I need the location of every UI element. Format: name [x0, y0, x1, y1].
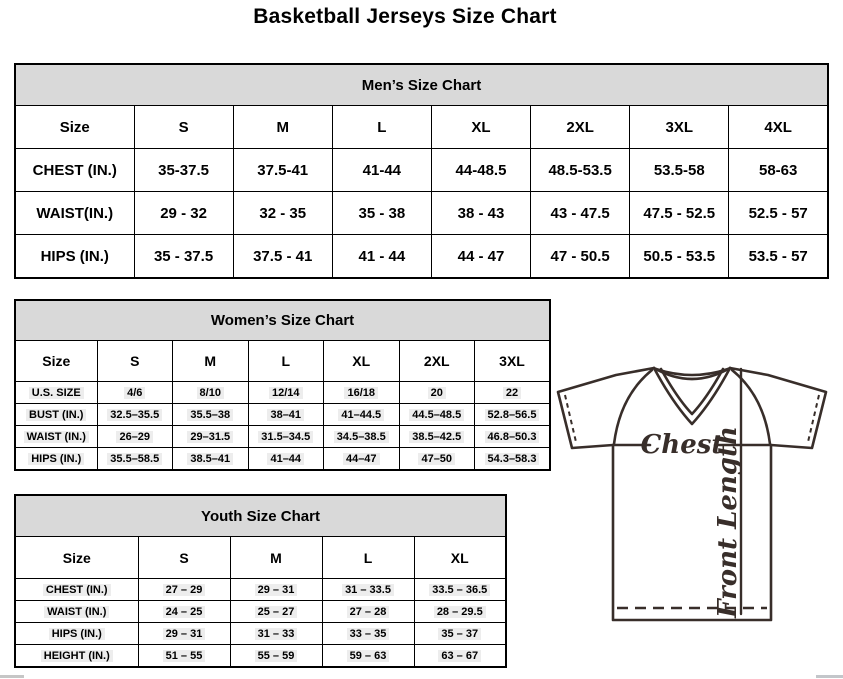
- size-value-cell: [322, 579, 414, 601]
- size-value-cell: [230, 579, 322, 601]
- column-header: 4XL: [729, 106, 828, 149]
- table-header-row: [15, 106, 828, 149]
- size-value-cell: 32 - 35: [233, 192, 332, 235]
- highlighted-text: 20: [428, 387, 446, 399]
- left-cuff-dashed-seam: [565, 395, 576, 442]
- table-title: Women’s Size Chart: [15, 300, 550, 341]
- size-value-cell: [414, 601, 506, 623]
- bottom-left-gray-bar: [0, 675, 24, 678]
- size-value-cell: [230, 645, 322, 668]
- size-value-cell: 35 - 38: [332, 192, 431, 235]
- highlighted-text: 24 – 25: [163, 606, 206, 618]
- row-label: [15, 623, 138, 645]
- table-row: [15, 448, 550, 471]
- size-value-cell: [248, 448, 324, 471]
- highlighted-text: 34.5–38.5: [334, 431, 389, 443]
- highlighted-text: 38.5–41: [187, 453, 233, 465]
- table-row: [15, 426, 550, 448]
- row-label: HIPS (IN.): [15, 235, 134, 279]
- table-row: [15, 235, 828, 279]
- mens-size-table: [14, 63, 829, 279]
- table-title-row: [15, 64, 828, 106]
- womens-size-table: [14, 299, 551, 471]
- table-row: [15, 623, 506, 645]
- column-header: M: [173, 341, 249, 382]
- highlighted-text: 33 – 35: [347, 628, 390, 640]
- size-value-cell: [138, 579, 230, 601]
- size-value-cell: [324, 382, 400, 404]
- highlighted-text: CHEST (IN.): [43, 584, 111, 596]
- column-header: 3XL: [475, 341, 551, 382]
- size-value-cell: 44 - 47: [431, 235, 530, 279]
- row-label: [15, 601, 138, 623]
- size-value-cell: 35 - 37.5: [134, 235, 233, 279]
- chest-label: Chest: [640, 430, 724, 460]
- page-title: Basketball Jerseys Size Chart: [253, 5, 557, 28]
- table-row: [15, 601, 506, 623]
- highlighted-text: 59 – 63: [347, 650, 390, 662]
- row-label: CHEST (IN.): [15, 149, 134, 192]
- highlighted-text: 29–31.5: [187, 431, 233, 443]
- column-header: 3XL: [630, 106, 729, 149]
- column-header: L: [332, 106, 431, 149]
- size-value-cell: [399, 426, 475, 448]
- table-row: [15, 149, 828, 192]
- column-header: 2XL: [399, 341, 475, 382]
- size-value-cell: [324, 448, 400, 471]
- row-label: [15, 426, 97, 448]
- highlighted-text: 52.8–56.5: [485, 409, 540, 421]
- highlighted-text: WAIST (IN.): [24, 431, 89, 443]
- youth-size-table: [14, 494, 507, 668]
- highlighted-text: 29 – 31: [163, 628, 206, 640]
- highlighted-text: HIPS (IN.): [28, 453, 84, 465]
- table-title-row: [15, 495, 506, 537]
- size-value-cell: 37.5 - 41: [233, 235, 332, 279]
- size-value-cell: 29 - 32: [134, 192, 233, 235]
- highlighted-text: U.S. SIZE: [29, 387, 84, 399]
- column-header: Size: [15, 341, 97, 382]
- column-header: L: [322, 537, 414, 579]
- size-value-cell: 43 - 47.5: [531, 192, 630, 235]
- size-value-cell: [322, 601, 414, 623]
- highlighted-text: 46.8–50.3: [485, 431, 540, 443]
- table-row: [15, 192, 828, 235]
- size-value-cell: [97, 382, 173, 404]
- size-value-cell: 44-48.5: [431, 149, 530, 192]
- highlighted-text: 28 – 29.5: [434, 606, 486, 618]
- highlighted-text: 54.3–58.3: [485, 453, 540, 465]
- size-value-cell: 35-37.5: [134, 149, 233, 192]
- size-value-cell: [138, 601, 230, 623]
- table-header-row: [15, 537, 506, 579]
- table-header-row: [15, 341, 550, 382]
- column-header: 2XL: [531, 106, 630, 149]
- size-value-cell: [414, 579, 506, 601]
- size-value-cell: [475, 426, 551, 448]
- column-header: XL: [431, 106, 530, 149]
- size-value-cell: [173, 426, 249, 448]
- size-value-cell: 53.5-58: [630, 149, 729, 192]
- column-header: M: [233, 106, 332, 149]
- highlighted-text: 41–44.5: [338, 409, 384, 421]
- highlighted-text: 12/14: [269, 387, 303, 399]
- column-header: M: [230, 537, 322, 579]
- size-value-cell: [97, 404, 173, 426]
- table-row: [15, 404, 550, 426]
- highlighted-text: 35 – 37: [438, 628, 481, 640]
- size-value-cell: 58-63: [729, 149, 828, 192]
- highlighted-text: 51 – 55: [163, 650, 206, 662]
- bottom-right-gray-bar: [816, 675, 843, 678]
- column-header: S: [134, 106, 233, 149]
- row-label: [15, 382, 97, 404]
- highlighted-text: 31.5–34.5: [258, 431, 313, 443]
- size-value-cell: 41 - 44: [332, 235, 431, 279]
- table-row: [15, 579, 506, 601]
- size-value-cell: [324, 404, 400, 426]
- highlighted-text: 41–44: [267, 453, 304, 465]
- table-title-row: [15, 300, 550, 341]
- size-value-cell: [173, 448, 249, 471]
- highlighted-text: 29 – 31: [255, 584, 298, 596]
- size-value-cell: [324, 426, 400, 448]
- size-value-cell: [230, 623, 322, 645]
- size-value-cell: [322, 645, 414, 668]
- row-label: [15, 645, 138, 668]
- highlighted-text: 25 – 27: [255, 606, 298, 618]
- jersey-measurement-diagram: [554, 356, 843, 672]
- highlighted-text: 8/10: [197, 387, 224, 399]
- size-value-cell: 41-44: [332, 149, 431, 192]
- size-value-cell: [475, 382, 551, 404]
- jersey-outline: [558, 368, 826, 620]
- highlighted-text: 63 – 67: [438, 650, 481, 662]
- row-label: WAIST(IN.): [15, 192, 134, 235]
- size-value-cell: [248, 404, 324, 426]
- table-row: [15, 645, 506, 668]
- size-value-cell: 38 - 43: [431, 192, 530, 235]
- column-header: S: [138, 537, 230, 579]
- size-value-cell: [414, 645, 506, 668]
- column-header: Size: [15, 106, 134, 149]
- highlighted-text: 47–50: [418, 453, 455, 465]
- highlighted-text: 38–41: [267, 409, 304, 421]
- size-value-cell: [138, 623, 230, 645]
- highlighted-text: HEIGHT (IN.): [41, 650, 113, 662]
- size-value-cell: [399, 382, 475, 404]
- highlighted-text: 38.5–42.5: [409, 431, 464, 443]
- column-header: XL: [324, 341, 400, 382]
- size-value-cell: [399, 448, 475, 471]
- row-label: [15, 448, 97, 471]
- highlighted-text: HIPS (IN.): [49, 628, 105, 640]
- highlighted-text: 26–29: [116, 431, 153, 443]
- highlighted-text: 31 – 33: [255, 628, 298, 640]
- size-value-cell: [475, 448, 551, 471]
- highlighted-text: 33.5 – 36.5: [429, 584, 490, 596]
- column-header: S: [97, 341, 173, 382]
- size-value-cell: 53.5 - 57: [729, 235, 828, 279]
- size-value-cell: 52.5 - 57: [729, 192, 828, 235]
- size-value-cell: 48.5-53.5: [531, 149, 630, 192]
- highlighted-text: 44–47: [343, 453, 380, 465]
- right-cuff-dashed-seam: [808, 395, 819, 442]
- highlighted-text: 44.5–48.5: [409, 409, 464, 421]
- size-value-cell: 47.5 - 52.5: [630, 192, 729, 235]
- highlighted-text: 22: [503, 387, 521, 399]
- size-value-cell: 47 - 50.5: [531, 235, 630, 279]
- table-row: [15, 382, 550, 404]
- size-value-cell: [399, 404, 475, 426]
- highlighted-text: 55 – 59: [255, 650, 298, 662]
- highlighted-text: 27 – 28: [347, 606, 390, 618]
- size-value-cell: [248, 426, 324, 448]
- highlighted-text: 27 – 29: [163, 584, 206, 596]
- highlighted-text: 32.5–35.5: [107, 409, 162, 421]
- size-value-cell: [97, 448, 173, 471]
- size-value-cell: [173, 404, 249, 426]
- row-label: [15, 579, 138, 601]
- highlighted-text: 31 – 33.5: [342, 584, 394, 596]
- highlighted-text: 35.5–58.5: [107, 453, 162, 465]
- row-label: [15, 404, 97, 426]
- table-title: Men’s Size Chart: [15, 64, 828, 106]
- highlighted-text: BUST (IN.): [26, 409, 86, 421]
- table-title: Youth Size Chart: [15, 495, 506, 537]
- size-value-cell: [414, 623, 506, 645]
- highlighted-text: WAIST (IN.): [44, 606, 109, 618]
- size-value-cell: [173, 382, 249, 404]
- front-length-label: Front Length: [713, 426, 743, 618]
- size-value-cell: [138, 645, 230, 668]
- size-value-cell: 50.5 - 53.5: [630, 235, 729, 279]
- highlighted-text: 16/18: [344, 387, 378, 399]
- highlighted-text: 4/6: [124, 387, 145, 399]
- highlighted-text: 35.5–38: [187, 409, 233, 421]
- size-value-cell: [230, 601, 322, 623]
- column-header: XL: [414, 537, 506, 579]
- size-value-cell: [248, 382, 324, 404]
- column-header: Size: [15, 537, 138, 579]
- size-value-cell: 37.5-41: [233, 149, 332, 192]
- size-value-cell: [97, 426, 173, 448]
- size-value-cell: [475, 404, 551, 426]
- size-value-cell: [322, 623, 414, 645]
- column-header: L: [248, 341, 324, 382]
